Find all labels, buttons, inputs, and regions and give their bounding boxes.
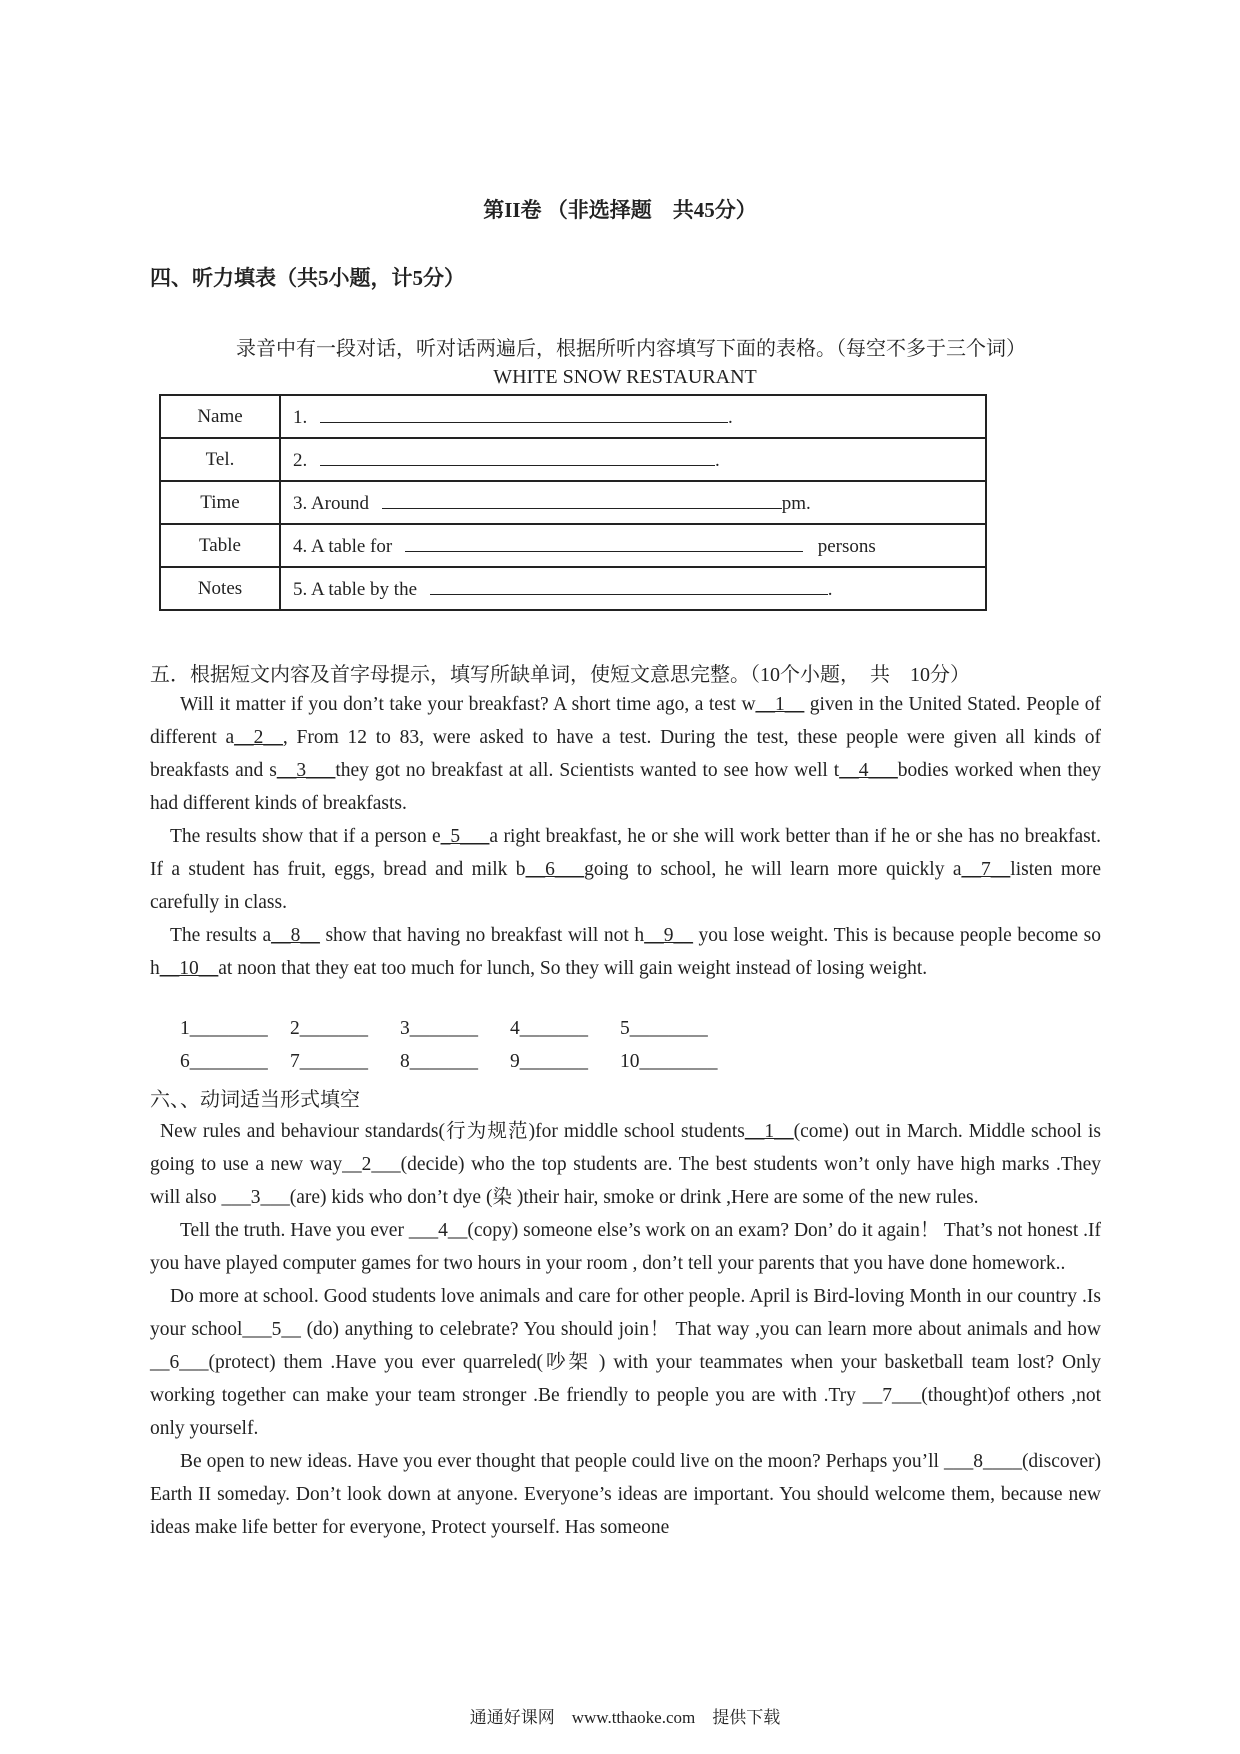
section4-instruction: 录音中有一段对话，听对话两遍后，根据所听内容填写下面的表格。（每空不多于三个词）: [236, 338, 1026, 360]
row-label: Notes: [160, 567, 280, 610]
table-row: [160, 481, 986, 524]
answer-line[interactable]: 8_______: [400, 1051, 478, 1072]
answer-blank-2[interactable]: [320, 447, 715, 466]
table-title: WHITE SNOW RESTAURANT: [493, 366, 757, 388]
section6-heading: 六、、动词适当形式填空: [150, 1089, 360, 1111]
row-value: [280, 567, 986, 610]
row-prefix: 2.: [293, 450, 308, 471]
table-row: [160, 395, 986, 438]
table-row: [160, 567, 986, 610]
answer-blank-4[interactable]: [405, 533, 803, 552]
answer-blank-3[interactable]: [382, 490, 782, 509]
table-row: [160, 524, 986, 567]
answer-line[interactable]: 5________: [620, 1018, 708, 1039]
section5-passage: Will it matter if you don’t take your breakfast? A short time ago, a test w__1__ given in the United Stated. People of different a__2__, From 12 to 83, were asked to have a test. During the test, these people were given all kinds of breakfasts and s__3___they got no breakfast at all. Scientists wanted to see how well t__4___bodies worked when they had different kinds of breakfasts. The results show that if a person e_5___a right breakfast, he or she will work better than if he or she has no breakfast. If a student has fruit, eggs, bread and milk b__6___going to school, he will learn more quickly a__7__listen more carefully in class. The results a__8__ show that having no breakfast will not h__9__ you lose weight. This is because people become so h__10__at noon that they eat too much for lunch, So they will gain weight instead of losing weight.: [150, 694, 1102, 979]
row-suffix: persons: [817, 536, 876, 557]
section6-passage: New rules and behaviour standards(行为规范)for middle school students__1__(come) out in March. Middle school is going to use a new way__2___(decide) who the top students are. The best students won’t only have high marks .They will also ___3___(are) kids who don’t dye (染 )their hair, smoke or drink ,Here are some of the new rules. Tell the truth. Have you ever ___4__(copy) someone else’s work on an exam? Don’ do it again！ That’s not honest .If you have played computer games for two hours in your room , don’t tell your parents that you have done homework.. Do more at school. Good students love animals and care for other people. April is Bird-loving Month in our country .Is your school___5__ (do) anything to celebrate? You should join！ That way ,you can learn more about animals and how __6___(protect) them .Have you ever quarreled(吵架 ) with your teammates when your basketball team lost? Only working together can make your team stronger .Be friendly to people you are with .Try __7___(thought)of others ,not only yourself. Be open to new ideas. Have you ever thought that people could live on the moon? Perhaps you’ll ___8____(discover) Earth II someday. Don’t look down at anyone. Everyone’s ideas are important. You should welcome them, because new ideas make life better for everyone, Protect yourself. Has someone: [150, 1121, 1101, 1538]
row-prefix: 1.: [293, 407, 308, 428]
answer-line[interactable]: 10________: [620, 1051, 718, 1072]
answer-blank-1[interactable]: [320, 404, 728, 423]
listening-table: [159, 394, 987, 611]
answer-lines-row-1: [180, 1018, 730, 1040]
row-prefix: 3. Around: [293, 493, 369, 514]
table-row: [160, 438, 986, 481]
row-value: [280, 438, 986, 481]
row-label: Tel.: [160, 438, 280, 481]
page-footer: 通通好课网 www.tthaoke.com 提供下载: [469, 1708, 781, 1727]
section4-heading: 四、听力填表（共5小题，计5分）: [150, 266, 465, 290]
paper-title: 第II卷 （非选择题 共45分）: [483, 198, 757, 222]
answer-line[interactable]: 7_______: [290, 1051, 368, 1072]
row-suffix: .: [728, 407, 733, 428]
row-label: Table: [160, 524, 280, 567]
row-value: [280, 395, 986, 438]
answer-lines-row-2: [180, 1051, 730, 1073]
answer-line[interactable]: 4_______: [510, 1018, 588, 1039]
row-value: [280, 524, 986, 567]
row-suffix: .: [715, 450, 720, 471]
section5-heading: 五．根据短文内容及首字母提示，填写所缺单词，使短文意思完整。（10个小题， 共 10分）: [150, 664, 970, 686]
row-prefix: 5. A table by the: [293, 579, 418, 600]
answer-line[interactable]: 6________: [180, 1051, 268, 1072]
row-prefix: 4. A table for: [293, 536, 393, 557]
row-suffix: pm.: [781, 493, 811, 514]
answer-line[interactable]: 3_______: [400, 1018, 478, 1039]
answer-line[interactable]: 9_______: [510, 1051, 588, 1072]
row-label: Time: [160, 481, 280, 524]
answer-blank-5[interactable]: [430, 576, 828, 595]
row-label: Name: [160, 395, 280, 438]
answer-line[interactable]: 1________: [180, 1018, 268, 1039]
row-value: [280, 481, 986, 524]
row-suffix: .: [827, 579, 833, 600]
answer-line[interactable]: 2_______: [290, 1018, 368, 1039]
